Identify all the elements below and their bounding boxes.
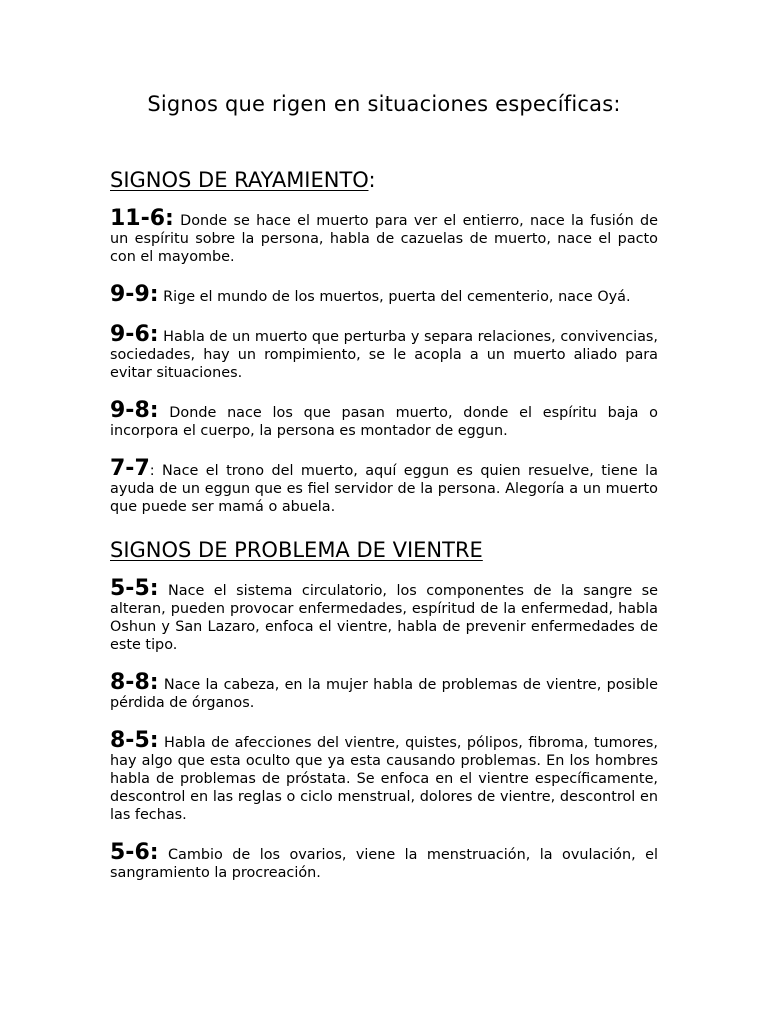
sign-entry xyxy=(110,456,658,516)
sign-entry xyxy=(110,840,658,882)
section-heading-text: SIGNOS DE RAYAMIENTO xyxy=(110,168,369,192)
sign-description: Nace la cabeza, en la mujer habla de problemas de vientre, posible pérdida de órganos. xyxy=(110,677,658,711)
sign-description: Donde nace los que pasan muerto, donde el espíritu baja o incorpora el cuerpo, la persona es montador de eggun. xyxy=(110,405,658,439)
sign-entry xyxy=(110,322,658,382)
section-problema-vientre xyxy=(110,538,658,882)
sign-description: Cambio de los ovarios, viene la menstruación, la ovulación, el sangramiento la procreación. xyxy=(110,847,658,881)
sign-entry xyxy=(110,576,658,654)
section-heading xyxy=(110,538,658,562)
sign-label: 8-5: xyxy=(110,728,159,753)
section-rayamiento xyxy=(110,168,658,516)
sign-label: 11-6: xyxy=(110,206,174,231)
section-heading-text: SIGNOS DE PROBLEMA DE VIENTRE xyxy=(110,538,483,562)
sign-label: 5-5: xyxy=(110,576,159,601)
sign-description: Habla de afecciones del vientre, quistes, pólipos, fibroma, tumores, hay algo que esta oculto que ya esta causando problemas. En los hombres habla de problemas de próstata. Se enfoca en el vientre específicamente, descontrol en las reglas o ciclo menstrual, dolores de vientre, descontrol en las fechas. xyxy=(110,735,658,823)
sign-entry xyxy=(110,728,658,824)
sign-entry xyxy=(110,282,658,307)
sign-entry xyxy=(110,206,658,266)
sign-entry xyxy=(110,670,658,712)
sign-label: 5-6: xyxy=(110,840,159,865)
sign-label: 9-6: xyxy=(110,322,159,347)
sign-description: Donde se hace el muerto para ver el entierro, nace la fusión de un espíritu sobre la persona, habla de cazuelas de muerto, nace el pacto con el mayombe. xyxy=(110,213,658,265)
sign-label: 9-8: xyxy=(110,398,159,423)
sign-description: Habla de un muerto que perturba y separa relaciones, convivencias, sociedades, hay un rompimiento, se le acopla a un muerto aliado para evitar situaciones. xyxy=(110,329,658,381)
document-title: Signos que rigen en situaciones específicas: xyxy=(147,92,621,116)
sign-entry xyxy=(110,398,658,440)
sign-description: Rige el mundo de los muertos, puerta del cementerio, nace Oyá. xyxy=(158,289,631,305)
sign-label: 7-7 xyxy=(110,456,150,481)
sign-description: Nace el sistema circulatorio, los componentes de la sangre se alteran, pueden provocar enfermedades, espíritud de la enfermedad, habla Oshun y San Lazaro, enfoca el vientre, habla de prevenir enfermedades de este tipo. xyxy=(110,583,658,653)
sign-label: 9-9: xyxy=(110,282,159,307)
section-heading-suffix: : xyxy=(368,168,376,192)
sign-label: 8-8: xyxy=(110,670,159,695)
section-heading xyxy=(110,168,658,192)
sign-description: : Nace el trono del muerto, aquí eggun es quien resuelve, tiene la ayuda de un eggun que es fiel servidor de la persona. Alegoría a un muerto que puede ser mamá o abuela. xyxy=(110,463,658,515)
